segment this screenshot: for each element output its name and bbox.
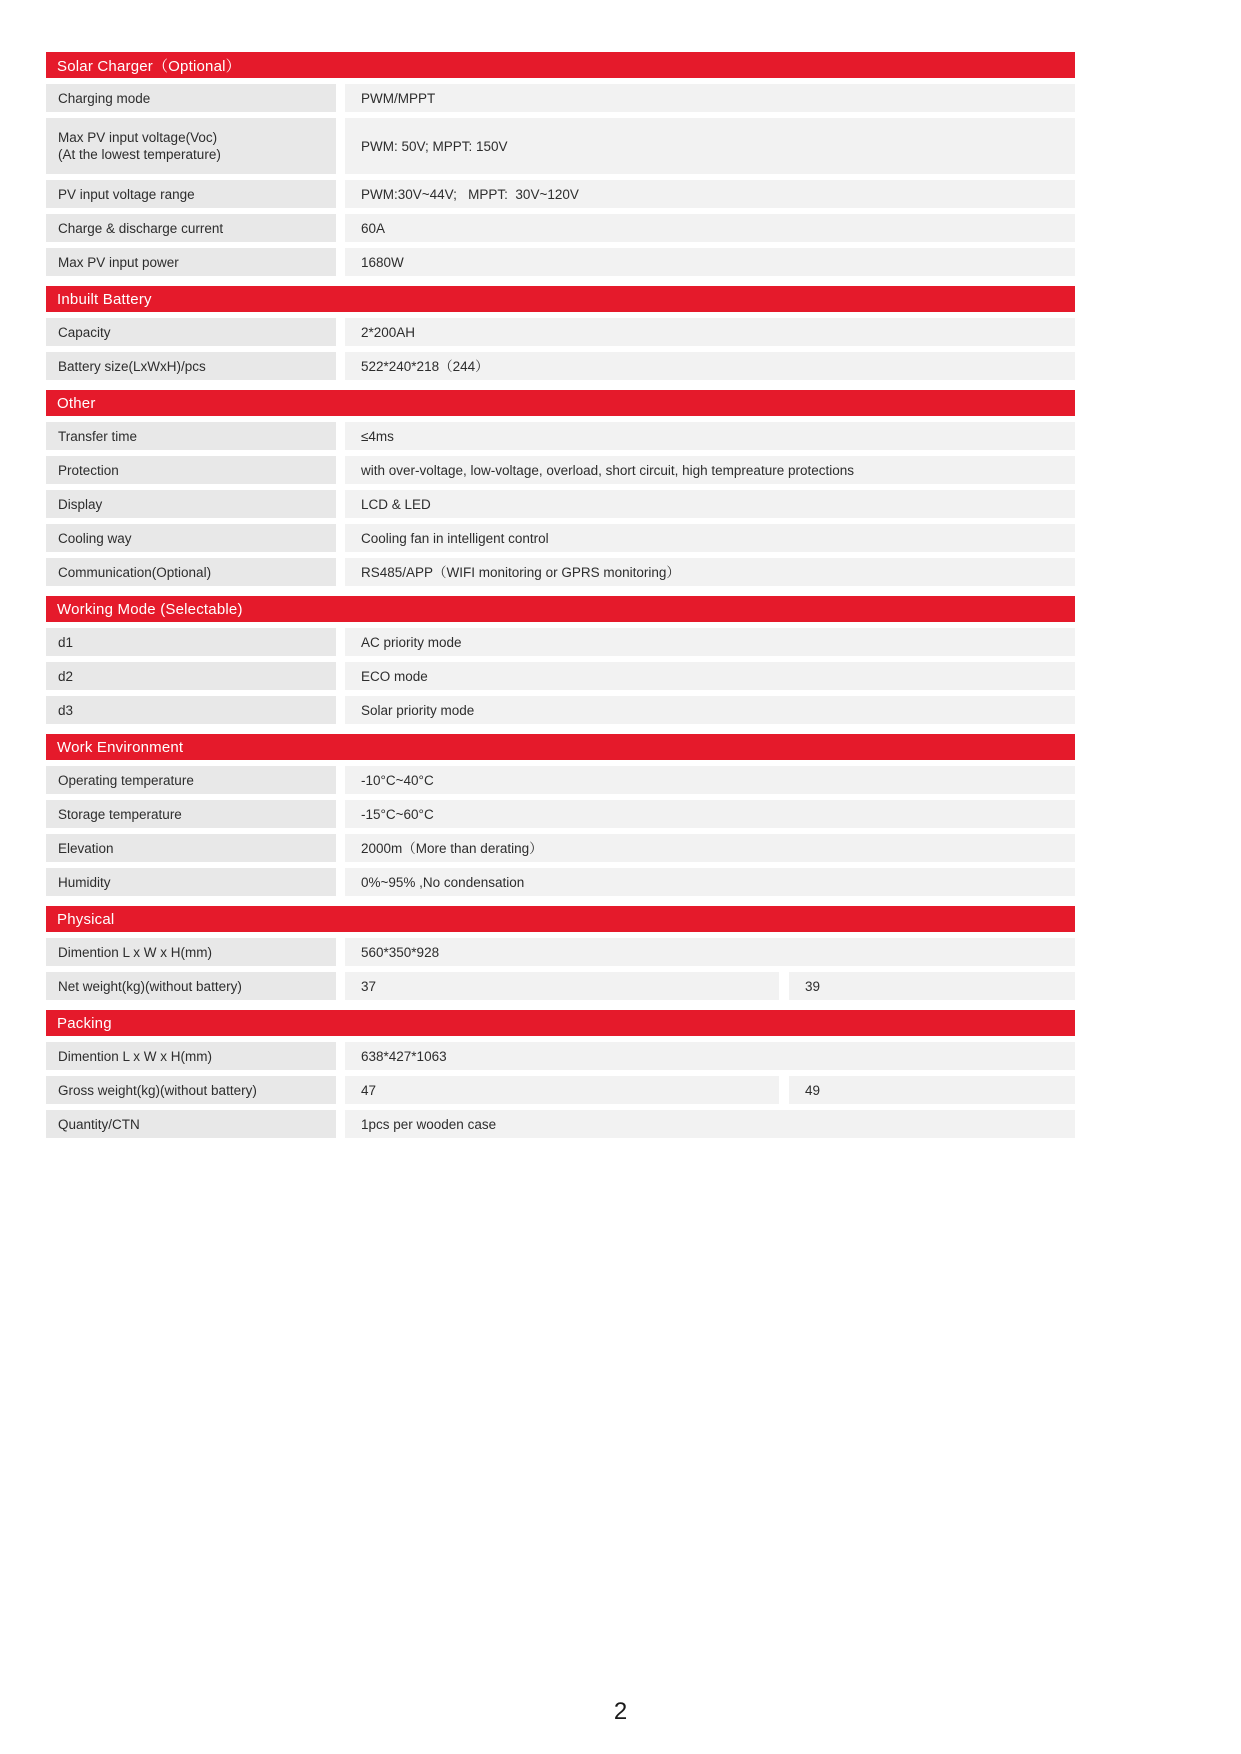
row-label: Charge & discharge current bbox=[58, 220, 224, 236]
row-label: d3 bbox=[58, 702, 74, 718]
row-value-cell bbox=[345, 490, 1075, 518]
row-value-cell bbox=[345, 800, 1075, 828]
spec-table bbox=[46, 52, 1075, 1144]
row-label-cell bbox=[46, 834, 336, 862]
spec-section bbox=[46, 596, 1075, 724]
row-value-cell bbox=[345, 696, 1075, 724]
row-label-cell bbox=[46, 352, 336, 380]
row-value-cell bbox=[345, 1110, 1075, 1138]
row-label: PV input voltage range bbox=[58, 186, 195, 202]
section-title: Other bbox=[57, 394, 96, 412]
section-title: Solar Charger（Optional） bbox=[57, 57, 241, 75]
row-label: Storage temperature bbox=[58, 806, 182, 822]
row-label-cell bbox=[46, 696, 336, 724]
row-value-cell bbox=[345, 628, 1075, 656]
row-value: Cooling fan in intelligent control bbox=[361, 530, 549, 546]
row-label-cell bbox=[46, 1110, 336, 1138]
row-value: 60A bbox=[361, 220, 386, 236]
row-label-cell bbox=[46, 248, 336, 276]
row-label: Cooling way bbox=[58, 530, 132, 546]
row-value-cell bbox=[345, 456, 1075, 484]
row-value-cell bbox=[789, 1076, 1075, 1104]
spec-section bbox=[46, 906, 1075, 1000]
row-label-cell bbox=[46, 214, 336, 242]
section-header bbox=[46, 1010, 1075, 1036]
row-label-cell bbox=[46, 800, 336, 828]
row-value: 522*240*218（244） bbox=[361, 358, 489, 374]
spec-row bbox=[46, 558, 1075, 586]
spec-row bbox=[46, 248, 1075, 276]
spec-section bbox=[46, 390, 1075, 586]
row-value-cell bbox=[345, 422, 1075, 450]
row-label-cell bbox=[46, 318, 336, 346]
spec-section bbox=[46, 286, 1075, 380]
row-value: 2000m（More than derating） bbox=[361, 840, 543, 856]
row-label: Capacity bbox=[58, 324, 111, 340]
row-label-cell bbox=[46, 938, 336, 966]
row-label-cell bbox=[46, 766, 336, 794]
row-value-cell bbox=[345, 868, 1075, 896]
row-label: Dimention L x W x H(mm) bbox=[58, 1048, 213, 1064]
spec-row bbox=[46, 628, 1075, 656]
section-title: Working Mode (Selectable) bbox=[57, 600, 243, 618]
row-label-cell bbox=[46, 524, 336, 552]
row-label-cell bbox=[46, 422, 336, 450]
section-header bbox=[46, 596, 1075, 622]
row-label-cell bbox=[46, 456, 336, 484]
row-value: 1680W bbox=[361, 254, 404, 270]
spec-row bbox=[46, 662, 1075, 690]
spec-row bbox=[46, 524, 1075, 552]
row-label: Display bbox=[58, 496, 103, 512]
row-value: 47 bbox=[361, 1082, 377, 1098]
row-label-cell bbox=[46, 84, 336, 112]
row-label-cell bbox=[46, 1042, 336, 1070]
row-value: PWM/MPPT bbox=[361, 90, 436, 106]
section-header bbox=[46, 52, 1075, 78]
row-value-cell bbox=[345, 766, 1075, 794]
row-value-cell bbox=[345, 558, 1075, 586]
row-label-cell bbox=[46, 628, 336, 656]
row-value: 1pcs per wooden case bbox=[361, 1116, 497, 1132]
section-title: Work Environment bbox=[57, 738, 184, 756]
row-label-cell bbox=[46, 868, 336, 896]
spec-row bbox=[46, 456, 1075, 484]
row-value-cell bbox=[345, 214, 1075, 242]
row-label: Net weight(kg)(without battery) bbox=[58, 978, 242, 994]
row-label-cell bbox=[46, 118, 336, 174]
row-value-cell bbox=[345, 180, 1075, 208]
row-label: Max PV input power bbox=[58, 254, 179, 270]
spec-row bbox=[46, 696, 1075, 724]
row-label: d2 bbox=[58, 668, 74, 684]
spec-row bbox=[46, 1110, 1075, 1138]
row-value: 560*350*928 bbox=[361, 944, 440, 960]
spec-row bbox=[46, 422, 1075, 450]
row-value: with over-voltage, low-voltage, overload, short circuit, high tempreature protections bbox=[361, 462, 854, 478]
row-value: PWM: 50V; MPPT: 150V bbox=[361, 138, 508, 154]
row-label: Transfer time bbox=[58, 428, 138, 444]
spec-row bbox=[46, 766, 1075, 794]
row-value-cell bbox=[345, 662, 1075, 690]
spec-row bbox=[46, 318, 1075, 346]
row-value-cell bbox=[345, 1076, 779, 1104]
row-value-cell bbox=[345, 118, 1075, 174]
section-title: Packing bbox=[57, 1014, 112, 1032]
row-value: RS485/APP（WIFI monitoring or GPRS monitoring） bbox=[361, 564, 680, 580]
row-value-cell bbox=[789, 972, 1075, 1000]
row-label-cell bbox=[46, 972, 336, 1000]
row-value: 37 bbox=[361, 978, 377, 994]
row-value: PWM:30V~44V; MPPT: 30V~120V bbox=[361, 186, 579, 202]
row-value: 49 bbox=[805, 1082, 821, 1098]
row-label-line2: (At the lowest temperature) bbox=[58, 147, 221, 162]
row-value: ECO mode bbox=[361, 668, 428, 684]
row-label: Dimention L x W x H(mm) bbox=[58, 944, 213, 960]
row-value: 2*200AH bbox=[361, 324, 416, 340]
row-label: Elevation bbox=[58, 840, 114, 856]
row-value: 39 bbox=[805, 978, 821, 994]
row-label: Max PV input voltage(Voc) bbox=[58, 130, 218, 145]
row-value-cell bbox=[345, 84, 1075, 112]
row-label-cell bbox=[46, 180, 336, 208]
row-label: d1 bbox=[58, 634, 74, 650]
row-label: Battery size(LxWxH)/pcs bbox=[58, 358, 206, 374]
row-value-cell bbox=[345, 524, 1075, 552]
row-value-cell bbox=[345, 248, 1075, 276]
row-label-cell bbox=[46, 558, 336, 586]
section-header bbox=[46, 906, 1075, 932]
row-value-cell bbox=[345, 318, 1075, 346]
row-value-cell bbox=[345, 972, 779, 1000]
section-title: Inbuilt Battery bbox=[57, 290, 152, 308]
row-label-cell bbox=[46, 662, 336, 690]
row-value-cell bbox=[345, 1042, 1075, 1070]
spec-row bbox=[46, 972, 1075, 1000]
row-value: 638*427*1063 bbox=[361, 1048, 447, 1064]
page-number: 2 bbox=[613, 1698, 628, 1725]
row-label: Gross weight(kg)(without battery) bbox=[58, 1082, 257, 1098]
row-label: Protection bbox=[58, 462, 119, 478]
spec-row bbox=[46, 800, 1075, 828]
spec-row bbox=[46, 938, 1075, 966]
spec-row bbox=[46, 834, 1075, 862]
row-label: Charging mode bbox=[58, 90, 151, 106]
spec-row bbox=[46, 214, 1075, 242]
section-header bbox=[46, 734, 1075, 760]
spec-row bbox=[46, 490, 1075, 518]
spec-row bbox=[46, 868, 1075, 896]
row-value: -10°C~40°C bbox=[361, 772, 434, 788]
row-value-cell bbox=[345, 834, 1075, 862]
section-title: Physical bbox=[57, 910, 115, 928]
spec-row bbox=[46, 84, 1075, 112]
row-value: -15°C~60°C bbox=[361, 806, 434, 822]
section-header bbox=[46, 390, 1075, 416]
spec-section bbox=[46, 52, 1075, 276]
spec-row bbox=[46, 1042, 1075, 1070]
row-label-cell bbox=[46, 1076, 336, 1104]
row-value: 0%~95% ,No condensation bbox=[361, 874, 525, 890]
row-value-cell bbox=[345, 938, 1075, 966]
row-value: Solar priority mode bbox=[361, 702, 475, 718]
spec-section bbox=[46, 734, 1075, 896]
row-value-cell bbox=[345, 352, 1075, 380]
spec-section bbox=[46, 1010, 1075, 1138]
row-value: AC priority mode bbox=[361, 634, 462, 650]
row-value: LCD & LED bbox=[361, 496, 431, 512]
row-label: Quantity/CTN bbox=[58, 1116, 140, 1132]
row-label-cell bbox=[46, 490, 336, 518]
row-label: Humidity bbox=[58, 874, 111, 890]
row-value: ≤4ms bbox=[361, 428, 394, 444]
spec-row bbox=[46, 180, 1075, 208]
spec-row bbox=[46, 1076, 1075, 1104]
section-header bbox=[46, 286, 1075, 312]
spec-row bbox=[46, 352, 1075, 380]
row-label: Operating temperature bbox=[58, 772, 194, 788]
row-label: Communication(Optional) bbox=[58, 564, 212, 580]
spec-row bbox=[46, 118, 1075, 174]
